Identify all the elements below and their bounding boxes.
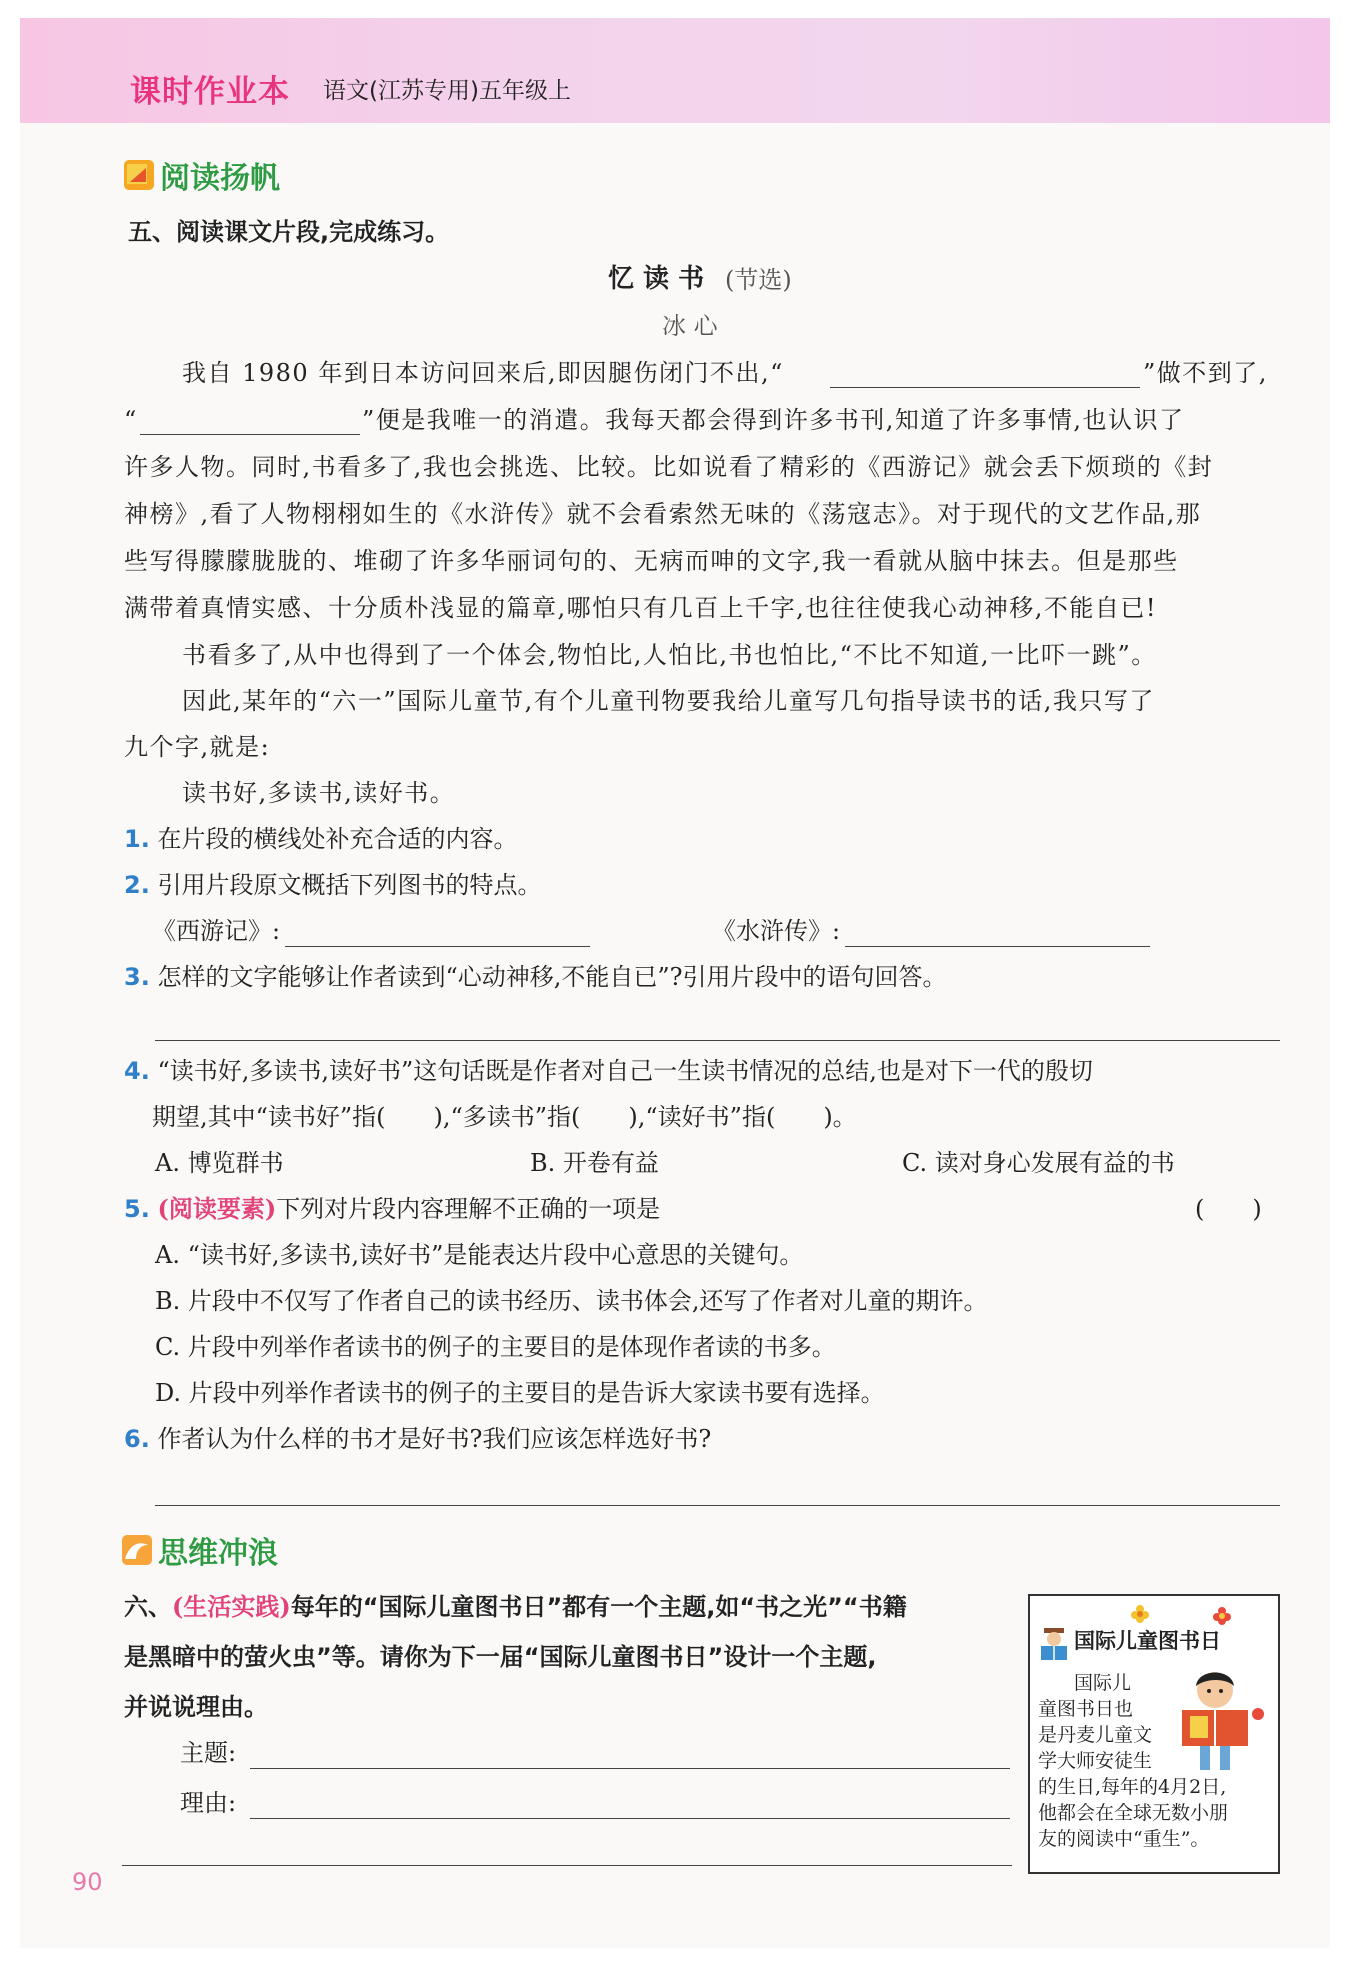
task6-prefix: 六、: [124, 1593, 172, 1621]
theme-answer-line[interactable]: [250, 1768, 1010, 1769]
reason-answer-line-2[interactable]: [122, 1865, 1012, 1866]
question-text: 在片段的横线处补充合适的内容。: [157, 825, 518, 853]
section-thinking-title: 思维冲浪: [158, 1536, 278, 1571]
passage-line: 神榜》,看了人物栩栩如生的《水浒传》就不会看索然无味的《荡寇志》。对于现代的文艺作品,那: [124, 500, 1202, 528]
task6-line3: 并说说理由。: [124, 1693, 268, 1721]
task6-tag: (生活实践): [172, 1592, 291, 1621]
passage-blank-2[interactable]: [140, 434, 360, 435]
question-text: 下列对片段内容理解不正确的一项是: [276, 1195, 661, 1223]
question-number: 1.: [124, 825, 150, 853]
flower-icon: [1130, 1604, 1150, 1624]
question-1: [124, 824, 517, 854]
question-4-line2: 期望,其中“读书好”指( ),“多读书”指( ),“读好书”指( )。: [152, 1103, 857, 1131]
q5-answer-paren[interactable]: ( ): [1195, 1195, 1262, 1223]
book-reader-icon: [1038, 1626, 1070, 1662]
passage-line: “: [124, 406, 138, 434]
info-sidebox: [1028, 1594, 1280, 1874]
sail-icon: [124, 160, 154, 190]
passage-line: 读书好,多读书,读好书。: [182, 779, 456, 807]
child-reading-illustration: [1170, 1666, 1270, 1776]
question-6: [124, 1424, 711, 1454]
task6-text: 每年的“国际儿童图书日”都有一个主题,如“书之光”“书籍: [290, 1593, 907, 1621]
q6-answer-line[interactable]: [155, 1505, 1280, 1506]
question-3: [124, 962, 947, 992]
q2-book-b-label: 《水浒传》:: [712, 917, 841, 945]
question-text: 引用片段原文概括下列图书的特点。: [157, 871, 542, 899]
section-reading-heading: [124, 153, 280, 197]
question-text: “读书好,多读书,读好书”这句话既是作者对自己一生读书情况的总结,也是对下一代的殷切: [157, 1057, 1093, 1085]
question-text: 作者认为什么样的书才是好书?我们应该怎样选好书?: [157, 1425, 712, 1453]
q5-option-c[interactable]: C. 片段中列举作者读书的例子的主要目的是体现作者读的书多。: [155, 1333, 836, 1361]
question-number: 3.: [124, 963, 150, 991]
page-number: 90: [72, 1868, 103, 1896]
sidebox-title: 国际儿童图书日: [1074, 1629, 1221, 1653]
q5-option-d[interactable]: D. 片段中列举作者读书的例子的主要目的是告诉大家读书要有选择。: [155, 1379, 885, 1407]
theme-label: 主题:: [180, 1739, 237, 1767]
sidebox-text-line: 的生日,每年的4月2日,: [1038, 1776, 1227, 1798]
passage-line: ”便是我唯一的消遣。我每天都会得到许多书刊,知道了许多事情,也认识了: [362, 406, 1185, 434]
passage-title-note: (节选): [725, 266, 792, 294]
q2-book-b-blank[interactable]: [845, 946, 1150, 947]
q4-option-b[interactable]: B. 开卷有益: [530, 1149, 659, 1177]
question-number: 6.: [124, 1425, 150, 1453]
sidebox-text-line: 童图书日也: [1038, 1698, 1134, 1720]
sidebox-text-line: 是丹麦儿童文: [1038, 1724, 1153, 1746]
brand-title: 课时作业本: [130, 74, 290, 110]
subject-label: 语文(江苏专用)五年级上: [323, 78, 571, 104]
question-2: [124, 870, 541, 900]
question-number: 2.: [124, 871, 150, 899]
passage-line: 九个字,就是:: [124, 733, 271, 761]
passage-line: 书看多了,从中也得到了一个体会,物怕比,人怕比,书也怕比,“不比不知道,一比吓一跳”。: [182, 641, 1157, 669]
task6-line1: [124, 1592, 907, 1622]
sidebox-text-line: 国际儿: [1074, 1672, 1132, 1694]
section-reading-title: 阅读扬帆: [160, 161, 280, 196]
passage-author: 冰 心: [662, 312, 718, 340]
exercise-instruction: 五、阅读课文片段,完成练习。: [128, 218, 450, 246]
question-text: 怎样的文字能够让作者读到“心动神移,不能自已”?引用片段中的语句回答。: [157, 963, 947, 991]
sidebox-text-line: 友的阅读中“重生”。: [1038, 1828, 1210, 1850]
question-tag: (阅读要素): [157, 1194, 277, 1223]
q4-option-c[interactable]: C. 读对身心发展有益的书: [902, 1149, 1175, 1177]
task6-line2: 是黑暗中的萤火虫”等。请你为下一届“国际儿童图书日”设计一个主题,: [124, 1643, 877, 1671]
passage-title: 忆 读 书: [608, 264, 705, 294]
q2-book-a-label: 《西游记》:: [152, 917, 281, 945]
q5-option-a[interactable]: A. “读书好,多读书,读好书”是能表达片段中心意思的关键句。: [155, 1241, 804, 1269]
q2-book-a-blank[interactable]: [285, 946, 590, 947]
passage-line: 因此,某年的“六一”国际儿童节,有个儿童刊物要我给儿童写几句指导读书的话,我只写了: [182, 687, 1155, 715]
sidebox-text-line: 他都会在全球无数小朋: [1038, 1802, 1229, 1824]
flower-icon: [1212, 1606, 1232, 1626]
passage-line: ”做不到了,: [1143, 359, 1268, 387]
sidebox-text-line: 学大师安徒生: [1038, 1750, 1153, 1772]
reason-label: 理由:: [180, 1789, 237, 1817]
passage-line: 我自 1980 年到日本访问回来后,即因腿伤闭门不出,“: [182, 359, 784, 387]
wave-icon: [122, 1535, 152, 1565]
question-5: [124, 1194, 660, 1224]
passage-line: 许多人物。同时,书看多了,我也会挑选、比较。比如说看了精彩的《西游记》就会丢下烦琐的《封: [124, 453, 1214, 481]
reason-answer-line[interactable]: [250, 1818, 1010, 1819]
q4-option-a[interactable]: A. 博览群书: [155, 1149, 284, 1177]
section-thinking-heading: [122, 1528, 278, 1572]
question-number: 4.: [124, 1057, 150, 1085]
passage-line: 些写得朦朦胧胧的、堆砌了许多华丽词句的、无病而呻的文字,我一看就从脑中抹去。但是那些: [124, 547, 1179, 575]
question-4: [124, 1056, 1093, 1086]
passage-blank-1[interactable]: [830, 387, 1140, 388]
question-number: 5.: [124, 1195, 150, 1223]
q5-option-b[interactable]: B. 片段中不仅写了作者自己的读书经历、读书体会,还写了作者对儿童的期许。: [155, 1287, 988, 1315]
q3-answer-line[interactable]: [155, 1040, 1280, 1041]
passage-line: 满带着真情实感、十分质朴浅显的篇章,哪怕只有几百上千字,也往往使我心动神移,不能自已!: [124, 594, 1158, 622]
